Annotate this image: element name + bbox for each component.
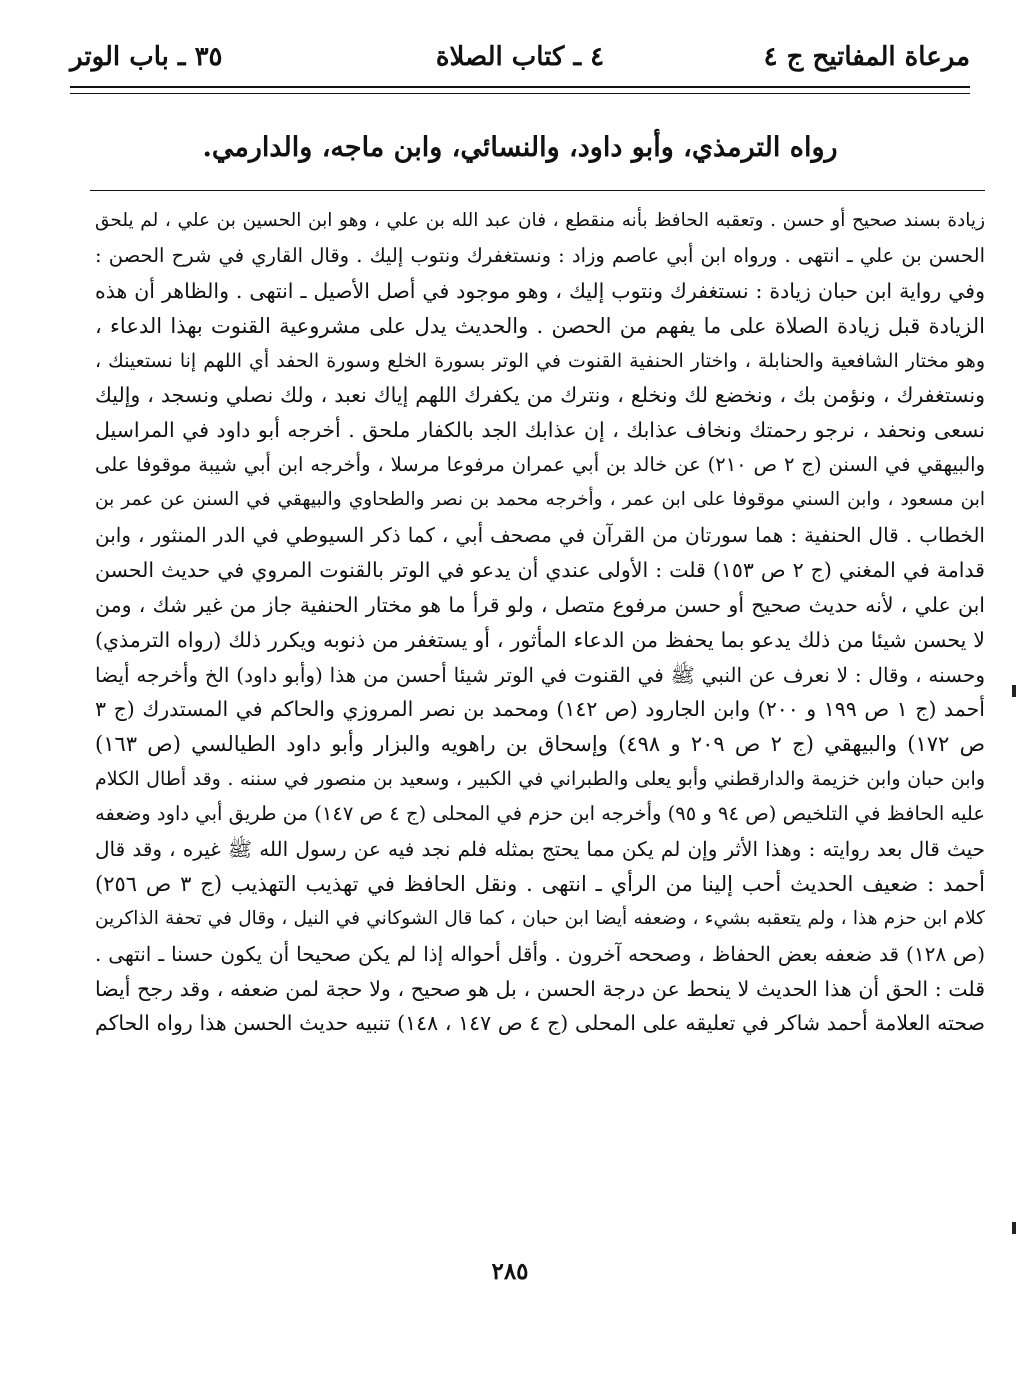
commentary-line: زيادة بسند صحيح أو حسن . وتعقبه الحافظ بأنه منقطع ، فان عبد الله بن علي ، وهو ابن الحسين بن علي ، لم يلحق xyxy=(95,210,985,231)
scan-margin-mark xyxy=(1012,1222,1016,1234)
commentary-line: قلت : الحق أن هذا الحديث لا ينحط عن درجة الحسن ، بل هو صحيح ، ولا حجة لمن ضعفه ، وقد رجح أيضا xyxy=(95,976,985,1001)
commentary-line: والبيهقي في السنن (ج ٢ ص ٢١٠) عن خالد بن أبي عمران مرفوعا مرسلا ، وأخرجه ابن أبي شيبة موقوفا على xyxy=(95,453,985,477)
commentary-line: الحسن بن علي ـ انتهى . ورواه ابن أبي عاصم وزاد : ونستغفرك ونتوب إليك . وقال القاري في شرح الحصن : xyxy=(95,243,985,267)
commentary-line: وحسنه ، وقال : لا نعرف عن النبي ﷺ في القنوت في الوتر شيئا أحسن من هذا (وأبو داود) الخ وأخرجه أيضا xyxy=(95,662,985,687)
page-number: ٢٨٥ xyxy=(491,1258,529,1285)
commentary-text xyxy=(95,204,985,1252)
commentary-line xyxy=(95,1041,985,1076)
commentary-line: الخطاب . قال الحنفية : هما سورتان من القرآن في مصحف أبي ، كما ذكر السيوطي في الدر المنثور ، وابن xyxy=(95,523,985,548)
commentary-line: ونستغفرك ، ونؤمن بك ، ونخضع لك ونخلع ، ونترك من يكفرك اللهم إياك نعبد ، ولك نصلي ونسجد ، وإليك xyxy=(95,383,985,408)
commentary-line: الزيادة قبل زيادة الصلاة على ما يفهم من الحصن . والحديث يدل على مشروعية القنوت بهذا الدعاء ، xyxy=(95,313,985,338)
hadith-source-line: رواه الترمذي، وأبو داود، والنسائي، وابن ماجه، والدارمي. xyxy=(202,132,838,163)
section-title: ٣٥ ـ باب الوتر xyxy=(70,42,223,72)
book-title: مرعاة المفاتيح ج ٤ xyxy=(763,42,970,72)
commentary-line: ص ١٧٢) والبيهقي (ج ٢ ص ٢٠٩ و ٤٩٨) وإسحاق بن راهويه والبزار وأبو داود الطيالسي (ص ١٦٣) xyxy=(95,732,985,757)
commentary-line: عليه الحافظ في التلخيص (ص ٩٤ و ٩٥) وأخرجه ابن حزم في المحلى (ج ٤ ص ١٤٧) من طريق أبي داود وضعفه xyxy=(95,802,985,826)
commentary-line: ابن مسعود ، وابن السني موقوفا على ابن عمر ، وأخرجه محمد بن نصر والطحاوي والبيهقي في السنن عن عمر بن xyxy=(95,489,985,511)
commentary-line: (ص ١٢٨) قد ضعفه بعض الحفاظ ، وصححه آخرون . وأقل أحواله إذا لم يكن صحيحا أن يكون حسنا ـ انتهى . xyxy=(95,941,985,966)
commentary-line: نسعى ونحفد ، نرجو رحمتك ونخاف عذابك ، إن عذابك الجد بالكفار ملحق . أخرجه أبو داود في المراسيل xyxy=(95,418,985,443)
commentary-line: ابن علي ، لأنه حديث صحيح أو حسن مرفوع متصل ، ولو قرأ ما هو مختار الحنفية جاز من غير شك ، ومن xyxy=(95,592,985,617)
commentary-line: لا يحسن شيئا من ذلك يدعو بما يحفظ من الدعاء المأثور ، أو يستغفر من ذنوبه ويكرر ذلك (رواه الترمذي) xyxy=(95,627,985,652)
commentary-line: وفي رواية ابن حبان زيادة : نستغفرك ونتوب إليك ، وهو موجود في أصل الأصيل ـ انتهى . والظاهر أن هذه xyxy=(95,278,985,303)
commentary-line: وهو مختار الشافعية والحنابلة ، واختار الحنفية القنوت في الوتر بسورة الخلع وسورة الحفد أي اللهم إنا نستعينك ، xyxy=(95,349,985,372)
commentary-line: حيث قال بعد روايته : وهذا الأثر وإن لم يكن مما يحتج بمثله فلم نجد فيه عن رسول الله ﷺ غيره ، وقد قال xyxy=(95,837,985,862)
running-header xyxy=(70,30,970,86)
commentary-line: صحته العلامة أحمد شاكر في تعليقه على المحلى (ج ٤ ص ١٤٧ ، ١٤٨) تنبيه حديث الحسن هذا رواه الحاكم xyxy=(95,1011,985,1036)
commentary-line: قدامة في المغني (ج ٢ ص ١٥٣) قلت : الأولى عندي أن يدعو في الوتر بالقنوت المروي في حديث الحسن xyxy=(95,557,985,582)
commentary-line: أحمد (ج ١ ص ١٩٩ و ٢٠٠) وابن الجارود (ص ١٤٢) ومحمد بن نصر المروزي والحاكم في المستدرك (ج ٣ xyxy=(95,697,985,722)
commentary-line: وابن حبان وابن خزيمة والدارقطني وأبو يعلى والطبراني في الكبير ، وسعيد بن منصور في سننه . وقد أطال الكلام xyxy=(95,768,985,791)
commentary-line: أحمد : ضعيف الحديث أحب إلينا من الرأي ـ انتهى . ونقل الحافظ في تهذيب التهذيب (ج ٣ ص ٢٥٦) xyxy=(95,871,985,896)
chapter-title: ٤ ـ كتاب الصلاة xyxy=(435,42,605,72)
commentary-line: كلام ابن حزم هذا ، ولم يتعقبه بشيء ، وضعفه أيضا ابن حبان ، كما قال الشوكاني في النيل ، وقال في تحفة الذاكرين xyxy=(95,907,985,929)
header-rule xyxy=(70,86,970,94)
text-separator-rule xyxy=(90,190,985,191)
scan-margin-mark xyxy=(1012,685,1016,697)
